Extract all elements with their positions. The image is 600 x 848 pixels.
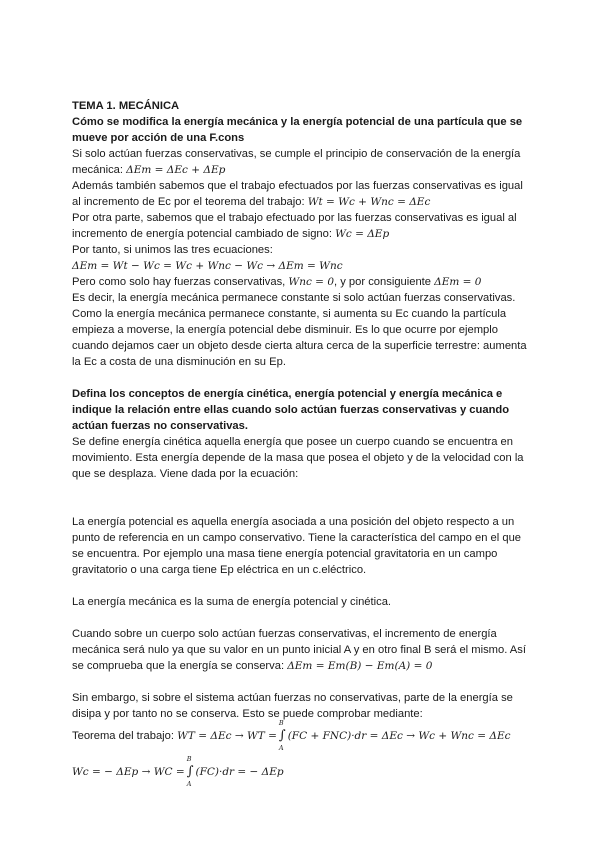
- integral-sign: ∫ B A: [186, 755, 194, 788]
- paragraph: Cuando sobre un cuerpo solo actúan fuerzas conservativas, el incremento de energía mecánica será nulo ya que su valor en un punto inicial A y en otro final B será el mismo. Así se comprueba que la energía se conserva: ΔEm = Em(B) − Em(A) = 0: [72, 628, 526, 672]
- question-2: Defina los conceptos de energía cinética, energía potencial y energía mecánica e indique la relación entre ellas cuando solo actúan fuerzas conservativas y cuando actúan fuerzas no conservativas.: [72, 388, 510, 432]
- paragraph: Se define energía cinética aquella energía que posee un cuerpo cuando se encuentra en movimiento. Esta energía depende de la masa que posea el objeto y de la velocidad con la que se desplaza. Viene dada por la ecuación:: [72, 436, 524, 480]
- paragraph: Es decir, la energía mecánica permanece constante si solo actúan fuerzas conservativas. Como la energía mecánica permanece constante, si aumenta su Ec cuando la partícula empieza a moverse, la energía potencial debe disminuir. Es lo que ocurre por ejemplo cuando dejamos caer un objeto desde cierta altura cerca de la superficie terrestre: aumenta la Ec a costa de una disminución en su Ep.: [72, 292, 527, 368]
- paragraph: Pero como solo hay fuerzas conservativas, Wnc = 0, y por consiguiente ΔEm = 0: [72, 276, 482, 288]
- paragraph: Además también sabemos que el trabajo efectuados por las fuerzas conservativas es igual al incremento de Ec por el teorema del trabajo: Wt = Wc + Wnc = ΔEc: [72, 180, 523, 208]
- paragraph: Si solo actúan fuerzas conservativas, se cumple el principio de conservación de la energía mecánica: ΔEm = ΔEc + ΔEp: [72, 148, 521, 176]
- page-title: TEMA 1. MECÁNICA: [72, 100, 180, 112]
- equation: ΔEm = Em(B) − Em(A) = 0: [287, 660, 433, 672]
- paragraph: Por otra parte, sabemos que el trabajo efectuado por las fuerzas conservativas es igual al incremento de energía potencial cambiado de signo: Wc = ΔEp: [72, 212, 517, 240]
- paragraph: Por tanto, si unimos las tres ecuaciones: ΔEm = Wt − Wc = Wc + Wnc − Wc → ΔEm = Wnc: [72, 244, 343, 272]
- equation: Wc = − ΔEp → WC = ∫ B A (FC)·dr = − ΔEp: [72, 755, 284, 788]
- question-1: Cómo se modifica la energía mecánica y la energía potencial de una partícula que se mueve por acción de una F.cons: [72, 116, 523, 144]
- document-page: [72, 98, 532, 788]
- equation: Wt = Wc + Wnc = ΔEc: [307, 196, 431, 208]
- paragraph: Teorema del trabajo: WT = ΔEc → WT = ∫ B A (FC + FNC)·dr = ΔEc → Wc + Wnc = ΔEc: [72, 719, 511, 752]
- paragraph: La energía mecánica es la suma de energía potencial y cinética.: [72, 596, 392, 608]
- equation: WT = ΔEc → WT = ∫ B A (FC + FNC)·dr = ΔEc → Wc + Wnc = ΔEc: [177, 719, 511, 752]
- paragraph: Sin embargo, si sobre el sistema actúan fuerzas no conservativas, parte de la energía se disipa y por tanto no se conserva. Esto se puede comprobar mediante:: [72, 692, 513, 720]
- equation: Wnc = 0: [288, 276, 334, 288]
- paragraph: [72, 755, 532, 788]
- equation: ΔEm = Wt − Wc = Wc + Wnc − Wc → ΔEm = Wnc: [72, 260, 343, 272]
- equation: Wc = ΔEp: [335, 228, 390, 240]
- equation: ΔEm = 0: [434, 276, 482, 288]
- equation: ΔEm = ΔEc + ΔEp: [126, 164, 226, 176]
- paragraph: La energía potencial es aquella energía asociada a una posición del objeto respecto a un punto de referencia en un campo conservativo. Tiene la característica del campo en el que se encuentra. Por ejemplo una masa tiene energía potencial gravitatoria en un campo gravitatorio o una carga tiene Ep eléctrica en un c.eléctrico.: [72, 516, 522, 576]
- integral-sign: ∫ B A: [278, 719, 286, 752]
